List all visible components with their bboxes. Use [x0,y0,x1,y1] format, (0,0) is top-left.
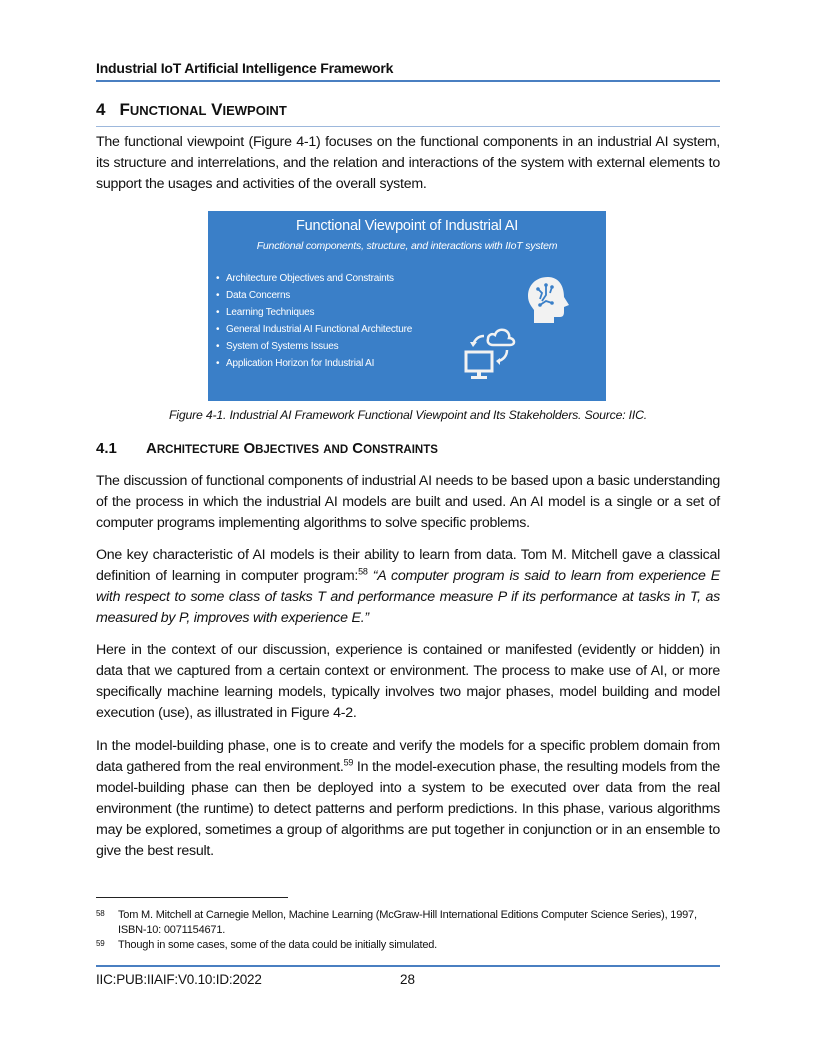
figure-subtitle: Functional components, structure, and interactions with IIoT system [256,240,558,252]
paragraph-model-building: In the model-building phase, one is to create and verify the models for a specific problem domain from data gathered from the real environment.$^{59}$ In the model-execution phase, the resulting models from the model-building phase can then be deployed into a system to be executed over data from the real environment (the runtime) to detect patterns and perform predictions. In this phase, various algorithms may be explored, sometimes a group of algorithms are put together in conjunction or in an ensemble to give the best result. [96,738,720,859]
figure-list-item: • Data Concerns [216,290,291,301]
paragraph-experience-data: Here in the context of our discussion, experience is contained or manifested (evidently or hidden) in data that we captured from a certain context or environment. The process to make use of AI, or more specifically machine learning models, typically involves two major phases, model building and model execution (use), as illustrated in Figure 4-2. [96,642,720,721]
subsection-heading: 4.1 ARCHITECTURE OBJECTIVES AND CONSTRAINTS [96,440,438,457]
footnote-ref-58[interactable]: 58 [358,566,368,577]
figure-list-item: • Learning Techniques [216,307,315,318]
figure-list-item: • Architecture Objectives and Constraints [216,273,394,284]
section-number: 4 [96,100,106,119]
footnote-59: 59 Though in some cases, some of the data could be initially simulated. [96,939,438,951]
page-number: 28 [400,972,416,987]
intro-paragraph: The functional viewpoint (Figure 4-1) focuses on the functional components in an industrial AI system, its structure and interrelations, and the relation and interactions of the system with external elements to support the usages and activities of the overall system. [96,134,720,192]
footnote-ref-59[interactable]: 59 [343,757,354,768]
mitchell-quote: “A computer program is said to learn from experience E with respect to some class of tasks T and performance measure P if its performance at tasks in T, as measured by P, improves with experience E.” [96,568,720,626]
figure-list-item: • General Industrial AI Functional Architecture [216,324,413,335]
computer-cloud-sync-icon [463,323,523,381]
figure-topic-list [216,270,412,372]
running-header: Industrial IoT Artificial Intelligence Framework [96,60,720,82]
figure-title: Functional Viewpoint of Industrial AI [295,218,519,234]
footer-document-id: IIC:PUB:IIAIF:V0.10:ID:2022 [96,972,262,987]
footer-divider [96,965,720,967]
paragraph-mitchell-definition: One key characteristic of AI models is their ability to learn from data. Tom M. Mitchell gave a classical definition of learning in computer program:$^{58}$ “A computer program is said to learn from experience E with respect to some class of tasks T and performance measure P if its performance at tasks in T, as measured by P, improves with experience E.” [96,547,720,626]
figure-caption: Figure 4-1. Industrial AI Framework Functional Viewpoint and Its Stakeholders. Source: IIC. [168,408,647,422]
footnote-58: 58 Tom M. Mitchell at Carnegie Mellon, Machine Learning (McGraw-Hill International Editions Computer Science Series), 1997, ISBN-10: 0071154671. [96,909,697,936]
figure-list-item: • Application Horizon for Industrial AI [216,358,375,369]
subsection-number: 4.1 [96,440,117,457]
head-circuit-icon [526,275,574,325]
figure-functional-viewpoint [208,211,606,401]
section-heading: 4 FUNCTIONAL VIEWPOINT [96,100,720,127]
paragraph-ai-model-definition: The discussion of functional components of industrial AI needs to be based upon a basic understanding of the process in which the industrial AI models are built and used. An AI model is a single or a set of computer programs implementing algorithms to solve specific problems. [96,473,720,531]
figure-list-item: • System of Systems Issues [216,341,339,352]
footnote-divider [96,897,288,898]
